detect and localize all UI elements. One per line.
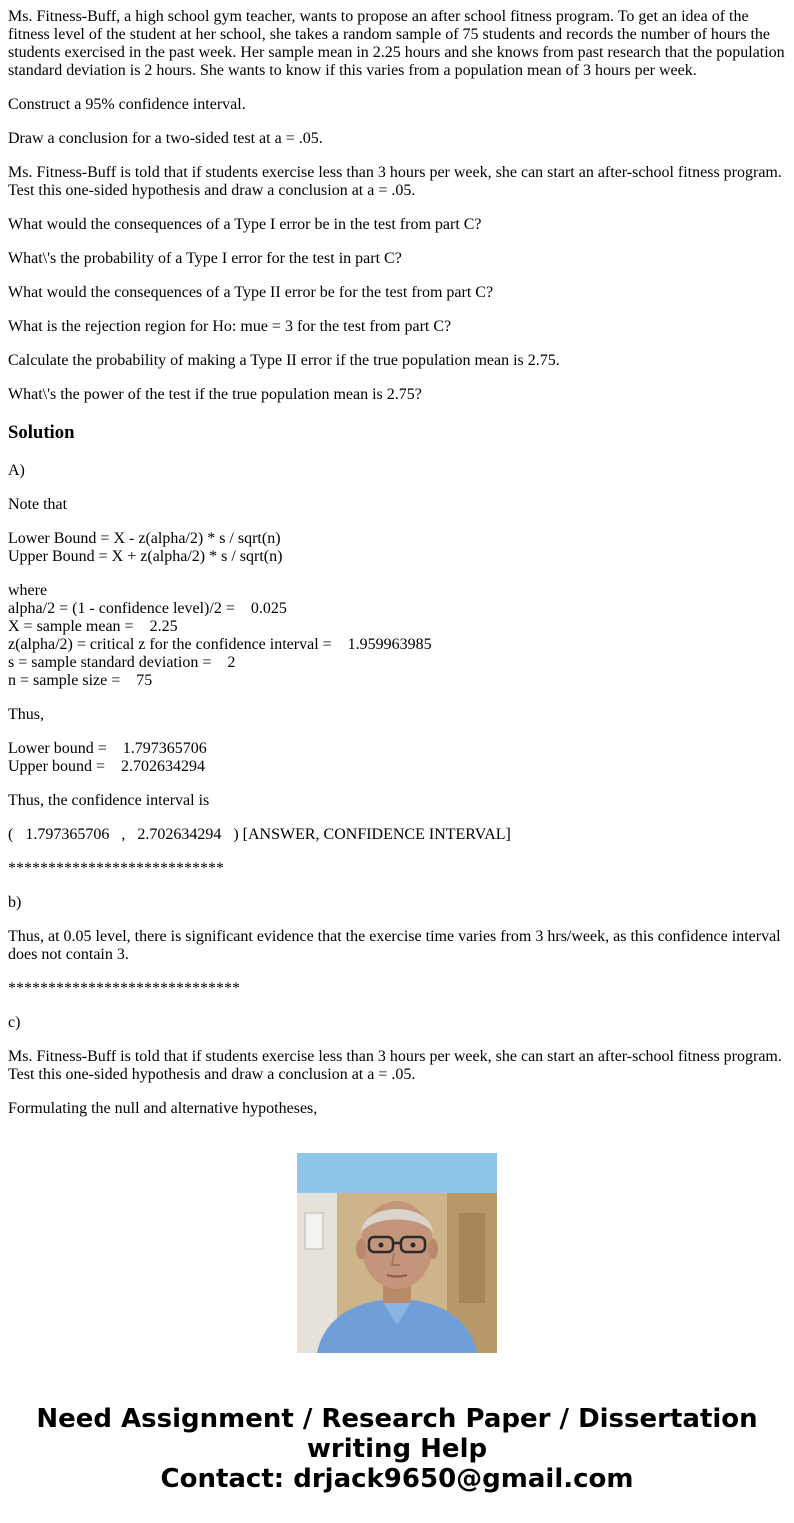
question-part-e: What\'s the probability of a Type I error for the test in part C? [8, 250, 402, 267]
banner-contact-line: Contact: drjack9650@gmail.com [160, 1464, 634, 1494]
question-part-h: Calculate the probability of making a Type II error if the true population mean is 2.75. [8, 352, 560, 369]
solution-note: Note that [8, 496, 68, 513]
solution-bounds: Lower bound = 1.797365706 Upper bound = 2.702634294 [8, 740, 207, 775]
solution-thus: Thus, [8, 706, 44, 723]
avatar [297, 1153, 497, 1353]
solution-c-text: Ms. Fitness-Buff is told that if students exercise less than 3 hours per week, she can start an after-school fitness program. Test this one-sided hypothesis and draw a conclusion at a = .05. [8, 1048, 786, 1083]
solution-formulas: Lower Bound = X - z(alpha/2) * s / sqrt(n) Upper Bound = X + z(alpha/2) * s / sqrt(n) [8, 530, 283, 565]
solution-b-text: Thus, at 0.05 level, there is significant evidence that the exercise time varies from 3 hrs/week, as this confidence interval does not contain 3. [8, 928, 785, 963]
solution-where-block: where alpha/2 = (1 - confidence level)/2 = 0.025 X = sample mean = 2.25 z(alpha/2) = critical z for the confidence interval = 1.959963985 s = sample standard deviation = 2 n = sample size = 75 [8, 582, 432, 689]
question-part-b: Draw a conclusion for a two-sided test at a = .05. [8, 130, 323, 147]
separator-2: ***************************** [8, 980, 240, 997]
document-body [8, 0, 789, 1122]
question-part-c: Ms. Fitness-Buff is told that if students exercise less than 3 hours per week, she can start an after-school fitness program. Test this one-sided hypothesis and draw a conclusion at a = .05. [8, 164, 786, 199]
separator-1: *************************** [8, 860, 224, 877]
question-part-g: What is the rejection region for Ho: mue = 3 for the test from part C? [8, 318, 452, 335]
solution-c-label: c) [8, 1014, 21, 1031]
question-part-d: What would the consequences of a Type I error be in the test from part C? [8, 216, 482, 233]
banner-line-1: Need Assignment / Research Paper / Dissertation [36, 1404, 758, 1434]
promo-section [0, 1122, 794, 1523]
solution-ci-intro: Thus, the confidence interval is [8, 792, 210, 809]
banner-line-2: writing Help [306, 1434, 488, 1464]
solution-heading: Solution [8, 422, 75, 443]
person-photo-icon [297, 1153, 497, 1353]
question-intro: Ms. Fitness-Buff, a high school gym teacher, wants to propose an after school fitness program. To get an idea of the fitness level of the student at her school, she takes a random sample of 75 students and records the number of hours the students exercised in the past week. Her sample mean in 2.25 hours and she knows from past research that the population standard deviation is 2 hours. She wants to know if this varies from a population mean of 3 hours per week. [8, 8, 789, 79]
solution-c-next: Formulating the null and alternative hypotheses, [8, 1100, 318, 1117]
question-part-a: Construct a 95% confidence interval. [8, 96, 246, 113]
question-part-i: What\'s the power of the test if the true population mean is 2.75? [8, 386, 422, 403]
solution-b-label: b) [8, 894, 22, 911]
solution-ci-answer: ( 1.797365706 , 2.702634294 ) [ANSWER, CONFIDENCE INTERVAL] [8, 826, 511, 843]
contact-banner [0, 1404, 794, 1494]
solution-a-label: A) [8, 462, 25, 479]
question-part-f: What would the consequences of a Type II error be for the test from part C? [8, 284, 494, 301]
